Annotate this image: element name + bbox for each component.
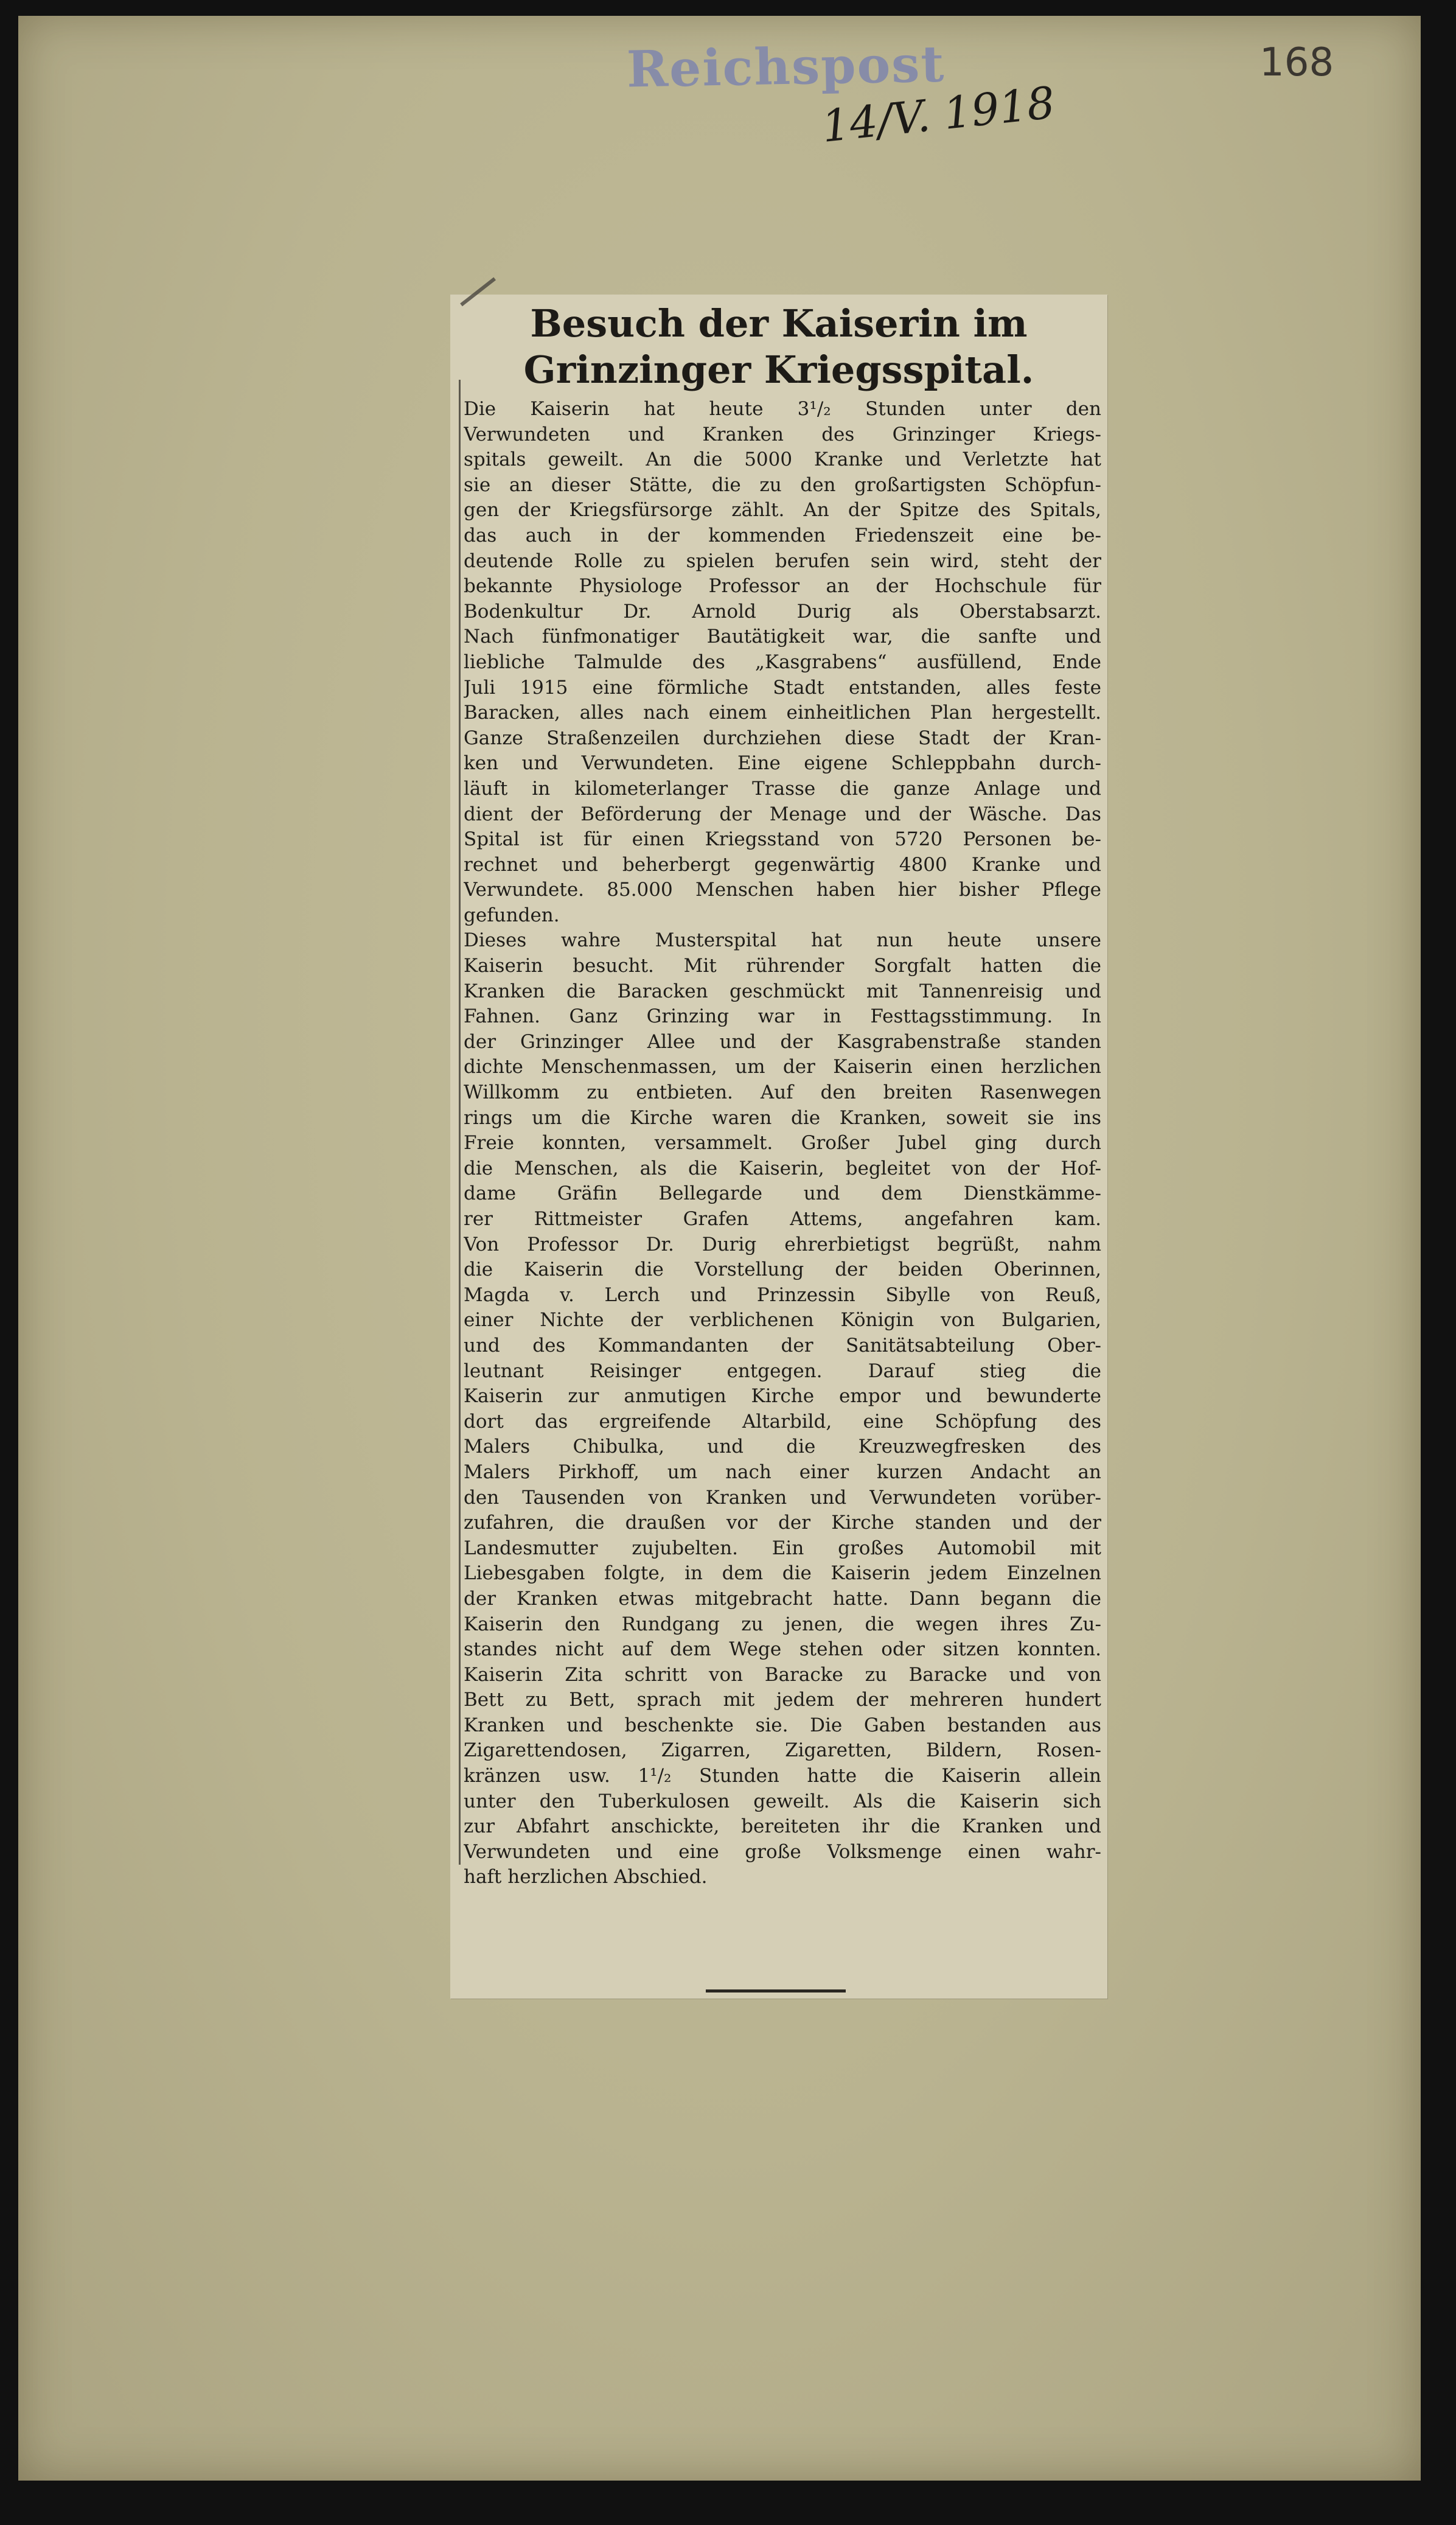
- article-line: der Kranken etwas mitgebracht hatte. Dann begann die: [464, 1587, 1101, 1610]
- article-line: Nach fünfmonatiger Bautätigkeit war, die sanfte und: [464, 626, 1101, 648]
- article-line: dame Gräfin Bellegarde und dem Dienstkämme-: [464, 1182, 1101, 1205]
- article-line: liebliche Talmulde des „Kasgrabens“ ausfüllend, Ende: [464, 651, 1101, 673]
- archive-sheet: [18, 16, 1421, 2481]
- article-line: Spital ist für einen Kriegsstand von 5720 Personen be-: [464, 828, 1101, 851]
- article-line: Freie konnten, versammelt. Großer Jubel ging durch: [464, 1132, 1101, 1154]
- article-line: Von Professor Dr. Durig ehrerbietigst begrüßt, nahm: [464, 1233, 1101, 1256]
- newspaper-stamp: Reichspost: [626, 35, 946, 99]
- article-line: dichte Menschenmassen, um der Kaiserin einen herzlichen: [464, 1056, 1101, 1078]
- article-line: Magda v. Lerch und Prinzessin Sibylle von Reuß,: [464, 1283, 1101, 1306]
- article-line: rechnet und beherbergt gegenwärtig 4800 Kranke und: [464, 853, 1101, 876]
- newspaper-clipping: [450, 295, 1107, 1999]
- article-line: Willkomm zu entbieten. Auf den breiten Rasenwegen: [464, 1081, 1101, 1104]
- article-line: Kranken die Baracken geschmückt mit Tannenreisig und: [464, 980, 1101, 1002]
- article-line: einer Nichte der verblichenen Königin von Bulgarien,: [464, 1309, 1101, 1332]
- article-line: Zigarettendosen, Zigarren, Zigaretten, Bildern, Rosen-: [464, 1739, 1101, 1762]
- article-line: läuft in kilometerlanger Trasse die ganze Anlage und: [464, 777, 1101, 800]
- headline-line: Grinzinger Kriegsspital.: [523, 347, 1034, 392]
- article-line: Bett zu Bett, sprach mit jedem der mehreren hundert: [464, 1689, 1101, 1711]
- article-line: Bodenkultur Dr. Arnold Durig als Oberstabsarzt.: [464, 600, 1101, 623]
- article-line: kränzen usw. 1¹/₂ Stunden hatte die Kaiserin allein: [464, 1765, 1101, 1787]
- article-line: der Grinzinger Allee und der Kasgrabenstraße standen: [464, 1030, 1101, 1053]
- article-body: [464, 397, 1101, 1890]
- article-line: Dieses wahre Musterspital hat nun heute unsere: [464, 929, 1101, 952]
- article-line: Verwundeten und Kranken des Grinzinger Kriegs-: [464, 423, 1101, 445]
- article-line: Landesmutter zujubelten. Ein großes Automobil mit: [464, 1537, 1101, 1559]
- article-line: Verwundeten und eine große Volksmenge einen wahr-: [464, 1840, 1101, 1863]
- article-line: deutende Rolle zu spielen berufen sein wird, steht der: [464, 550, 1101, 572]
- article-line: Die Kaiserin hat heute 3¹/₂ Stunden unter den: [464, 398, 1101, 420]
- article-line: zur Abfahrt anschickte, bereiteten ihr die Kranken und: [464, 1815, 1101, 1838]
- article-line: Kaiserin den Rundgang zu jenen, die wegen ihres Zu-: [464, 1613, 1101, 1635]
- article-line: rer Rittmeister Grafen Attems, angefahren kam.: [464, 1208, 1101, 1230]
- article-line: Juli 1915 eine förmliche Stadt entstanden, alles feste: [464, 676, 1101, 699]
- article-line: dient der Beförderung der Menage und der Wäsche. Das: [464, 803, 1101, 825]
- article-line: zufahren, die draußen vor der Kirche standen und der: [464, 1512, 1101, 1534]
- article-line: Malers Chibulka, und die Kreuzwegfresken des: [464, 1436, 1101, 1458]
- handwritten-date: 14/V. 1918: [819, 77, 1057, 152]
- article-line: die Menschen, als die Kaiserin, begleitet von der Hof-: [464, 1157, 1101, 1179]
- article-line: Liebesgaben folgte, in dem die Kaiserin jedem Einzelnen: [464, 1562, 1101, 1585]
- article-line: dort das ergreifende Altarbild, eine Schöpfung des: [464, 1410, 1101, 1433]
- article-line: und des Kommandanten der Sanitätsabteilung Ober-: [464, 1334, 1101, 1357]
- article-line: gen der Kriegsfürsorge zählt. An der Spitze des Spitals,: [464, 499, 1101, 522]
- article-line: Kaiserin zur anmutigen Kirche empor und bewunderte: [464, 1385, 1101, 1408]
- headline-line: Besuch der Kaiserin im: [530, 301, 1028, 346]
- article-line: Baracken, alles nach einem einheitlichen Plan hergestellt.: [464, 702, 1101, 724]
- article-line: Verwundete. 85.000 Menschen haben hier bisher Pflege: [464, 879, 1101, 901]
- article-line: Kaiserin besucht. Mit rührender Sorgfalt hatten die: [464, 955, 1101, 977]
- article-line: spitals geweilt. An die 5000 Kranke und Verletzte hat: [464, 449, 1101, 471]
- article-line: standes nicht auf dem Wege stehen oder sitzen konnten.: [464, 1638, 1101, 1661]
- article-line: unter den Tuberkulosen geweilt. Als die Kaiserin sich: [464, 1790, 1101, 1812]
- page-number: 168: [1259, 40, 1334, 85]
- article-line: gefunden.: [464, 904, 560, 926]
- article-line: bekannte Physiologe Professor an der Hochschule für: [464, 575, 1101, 598]
- article-line: die Kaiserin die Vorstellung der beiden Oberinnen,: [464, 1259, 1101, 1281]
- margin-rule: [459, 380, 461, 1865]
- article-line: ken und Verwundeten. Eine eigene Schleppbahn durch-: [464, 752, 1101, 775]
- article-line: das auch in der kommenden Friedenszeit eine be-: [464, 524, 1101, 547]
- article-line: Malers Pirkhoff, um nach einer kurzen Andacht an: [464, 1461, 1101, 1483]
- article-line: Kranken und beschenkte sie. Die Gaben bestanden aus: [464, 1714, 1101, 1736]
- article-line: sie an dieser Stätte, die zu den großartigsten Schöpfun-: [464, 473, 1101, 496]
- end-rule: [706, 1989, 846, 1992]
- article-headline: [450, 301, 1107, 393]
- article-line: Kaiserin Zita schritt von Baracke zu Baracke und von: [464, 1663, 1101, 1686]
- article-line: Ganze Straßenzeilen durchziehen diese Stadt der Kran-: [464, 727, 1101, 749]
- article-line: leutnant Reisinger entgegen. Darauf stieg die: [464, 1360, 1101, 1382]
- article-line: den Tausenden von Kranken und Verwundeten vorüber-: [464, 1486, 1101, 1509]
- article-line: rings um die Kirche waren die Kranken, soweit sie ins: [464, 1106, 1101, 1129]
- article-line: haft herzlichen Abschied.: [464, 1866, 708, 1888]
- article-line: Fahnen. Ganz Grinzing war in Festtagsstimmung. In: [464, 1005, 1101, 1028]
